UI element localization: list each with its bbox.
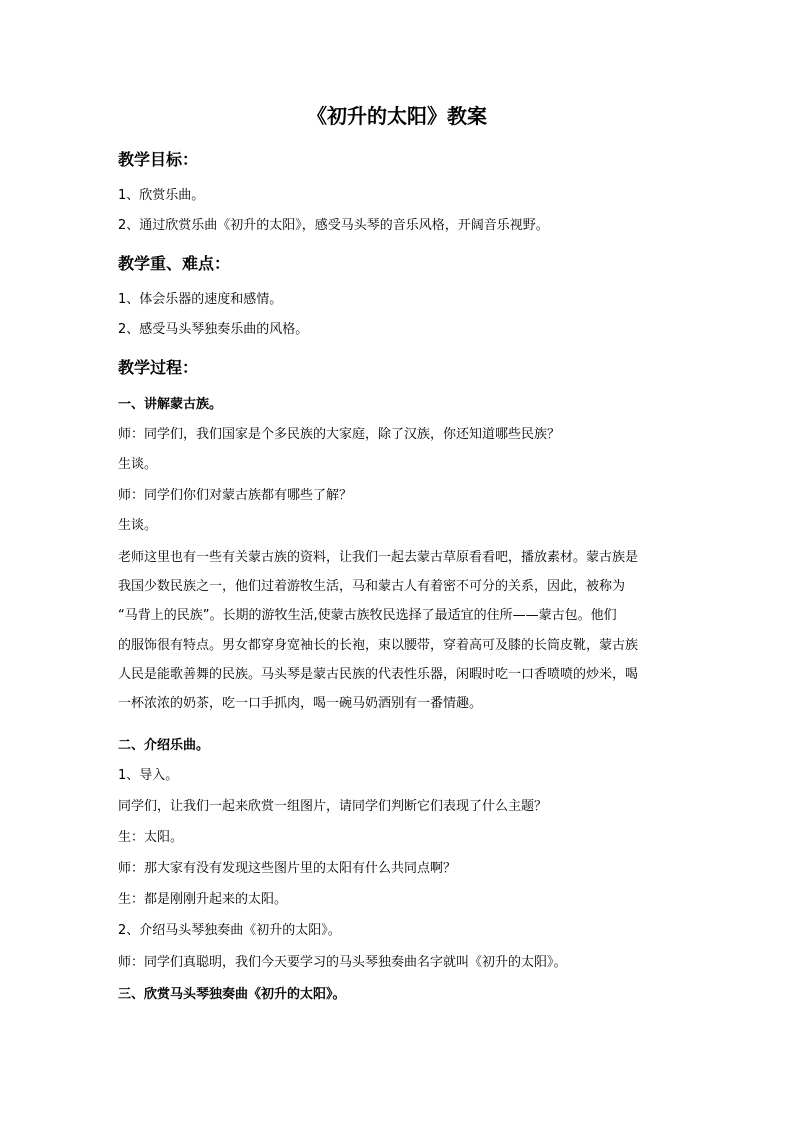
dialogue-line: 师：同学们你们对蒙古族都有哪些了解？	[118, 488, 353, 503]
part-heading: 二、介绍乐曲。	[118, 738, 210, 753]
dialogue-line: 生：太阳。	[118, 830, 184, 845]
dialogue-line: 1、导入。	[118, 768, 179, 783]
dialogue-line: 同学们，让我们一起来欣赏一组图片，请同学们判断它们表现了什么主题？	[118, 799, 548, 814]
dialogue-line: 2、介绍马头琴独奏曲《初升的太阳》。	[118, 923, 341, 938]
paragraph-line: 我国少数民族之一，他们过着游牧生活，马和蒙古人有着密不可分的关系，因此，被称为	[118, 579, 626, 595]
part-heading: 一、讲解蒙古族。	[118, 397, 223, 412]
dialogue-line: 师：同学们真聪明，我们今天要学习的马头琴独奏曲名字就叫《初升的太阳》。	[118, 955, 567, 970]
paragraph-line: 的服饰很有特点。男女都穿身宽袖长的长袍，束以腰带，穿着高可及膝的长筒皮靴，蒙古族	[118, 637, 639, 653]
section-heading-objectives: 教学目标：	[118, 150, 199, 169]
dialogue-line: 师：那大家有没有发现这些图片里的太阳有什么共同点啊？	[118, 861, 457, 876]
part-heading: 三、欣赏马头琴独奏曲《初升的太阳》。	[118, 987, 346, 1002]
document-title: 《初升的太阳》教案	[307, 104, 487, 128]
body-paragraph	[118, 543, 678, 718]
paragraph-line: 人民是能歌善舞的民族。马头琴是蒙古民族的代表性乐器，闲暇时吃一口香喷喷的炒米，喝	[118, 666, 639, 682]
section-heading-process: 教学过程：	[118, 358, 199, 377]
dialogue-line: 生谈。	[118, 457, 158, 472]
key-point-item: 2、感受马头琴独奏乐曲的风格。	[118, 322, 309, 337]
key-point-item: 1、体会乐器的速度和感情。	[118, 292, 283, 307]
objective-item: 1、欣赏乐曲。	[118, 188, 205, 203]
paragraph-line: 一杯浓浓的奶茶，吃一口手抓肉，喝一碗马奶酒别有一番情趣。	[118, 696, 483, 712]
paragraph-line: “马背上的民族”。长期的游牧生活,使蒙古族牧民选择了最适宜的住所——蒙古包。他们	[118, 608, 617, 624]
section-heading-key-points: 教学重、难点：	[118, 254, 231, 273]
dialogue-line: 生：都是刚刚升起来的太阳。	[118, 892, 288, 907]
objective-item: 2、通过欣赏乐曲《初升的太阳》，感受马头琴的音乐风格，开阔音乐视野。	[118, 218, 549, 233]
dialogue-line: 生谈。	[118, 518, 158, 533]
paragraph-line: 老师这里也有一些有关蒙古族的资料，让我们一起去蒙古草原看看吧，播放素材。蒙古族是	[118, 550, 639, 565]
dialogue-line: 师：同学们，我们国家是个多民族的大家庭，除了汉族，你还知道哪些民族？	[118, 427, 561, 442]
